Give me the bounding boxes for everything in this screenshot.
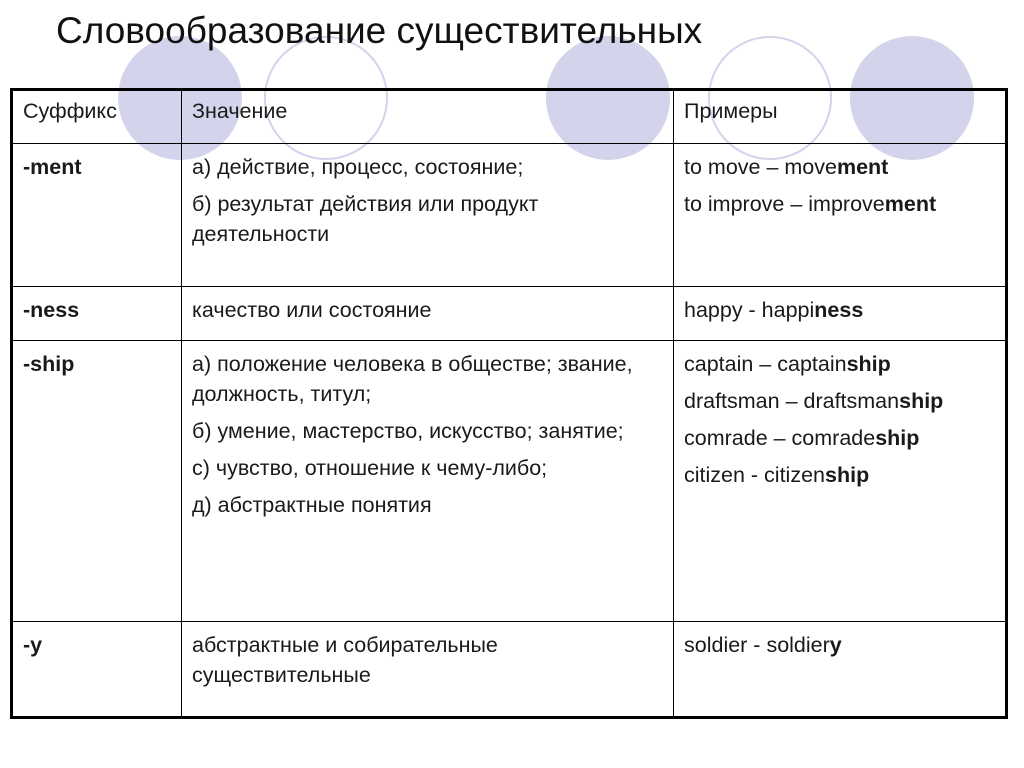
meaning-line: б) умение, мастерство, искусство; занятие; [192, 419, 624, 443]
meaning-cell [182, 144, 674, 287]
examples-cell [674, 622, 1007, 718]
example-item: draftsman – draftsmanship [684, 389, 944, 413]
table-row-ment [12, 144, 1007, 287]
table-row-ship [12, 341, 1007, 622]
suffix-cell: -ment [12, 144, 182, 287]
table-row-y [12, 622, 1007, 718]
header-examples: Примеры [674, 90, 1007, 144]
example-item: captain – captainship [684, 352, 891, 376]
meaning-line: абстрактные и собирательные существительные [192, 633, 498, 687]
meaning-line: а) действие, процесс, состояние; [192, 155, 524, 179]
meaning-cell [182, 622, 674, 718]
header-suffix: Суффикс [12, 90, 182, 144]
meaning-line: а) положение человека в обществе; звание, должность, титул; [192, 352, 633, 406]
example-item: comrade – comradeship [684, 426, 920, 450]
example-item: soldier - soldiery [684, 633, 842, 657]
example-item: citizen - citizenship [684, 463, 870, 487]
suffix-cell: -ness [12, 287, 182, 341]
suffix-cell: -y [12, 622, 182, 718]
examples-cell [674, 144, 1007, 287]
table-row-ness [12, 287, 1007, 341]
examples-cell [674, 341, 1007, 622]
examples-cell [674, 287, 1007, 341]
table-header-row [12, 90, 1007, 144]
meaning-cell [182, 287, 674, 341]
example-item: to improve – improvement [684, 192, 937, 216]
suffix-cell: -ship [12, 341, 182, 622]
meaning-line: б) результат действия или продукт деятельности [192, 192, 539, 246]
suffix-table [10, 88, 1008, 719]
example-item: to move – movement [684, 155, 889, 179]
meaning-cell [182, 341, 674, 622]
meaning-line: с) чувство, отношение к чему-либо; [192, 456, 548, 480]
slide-title: Словообразование существительных [56, 10, 703, 51]
header-meaning: Значение [182, 90, 674, 144]
meaning-line: д) абстрактные понятия [192, 493, 432, 517]
meaning-line: качество или состояние [192, 298, 432, 322]
example-item: happy - happiness [684, 298, 864, 322]
